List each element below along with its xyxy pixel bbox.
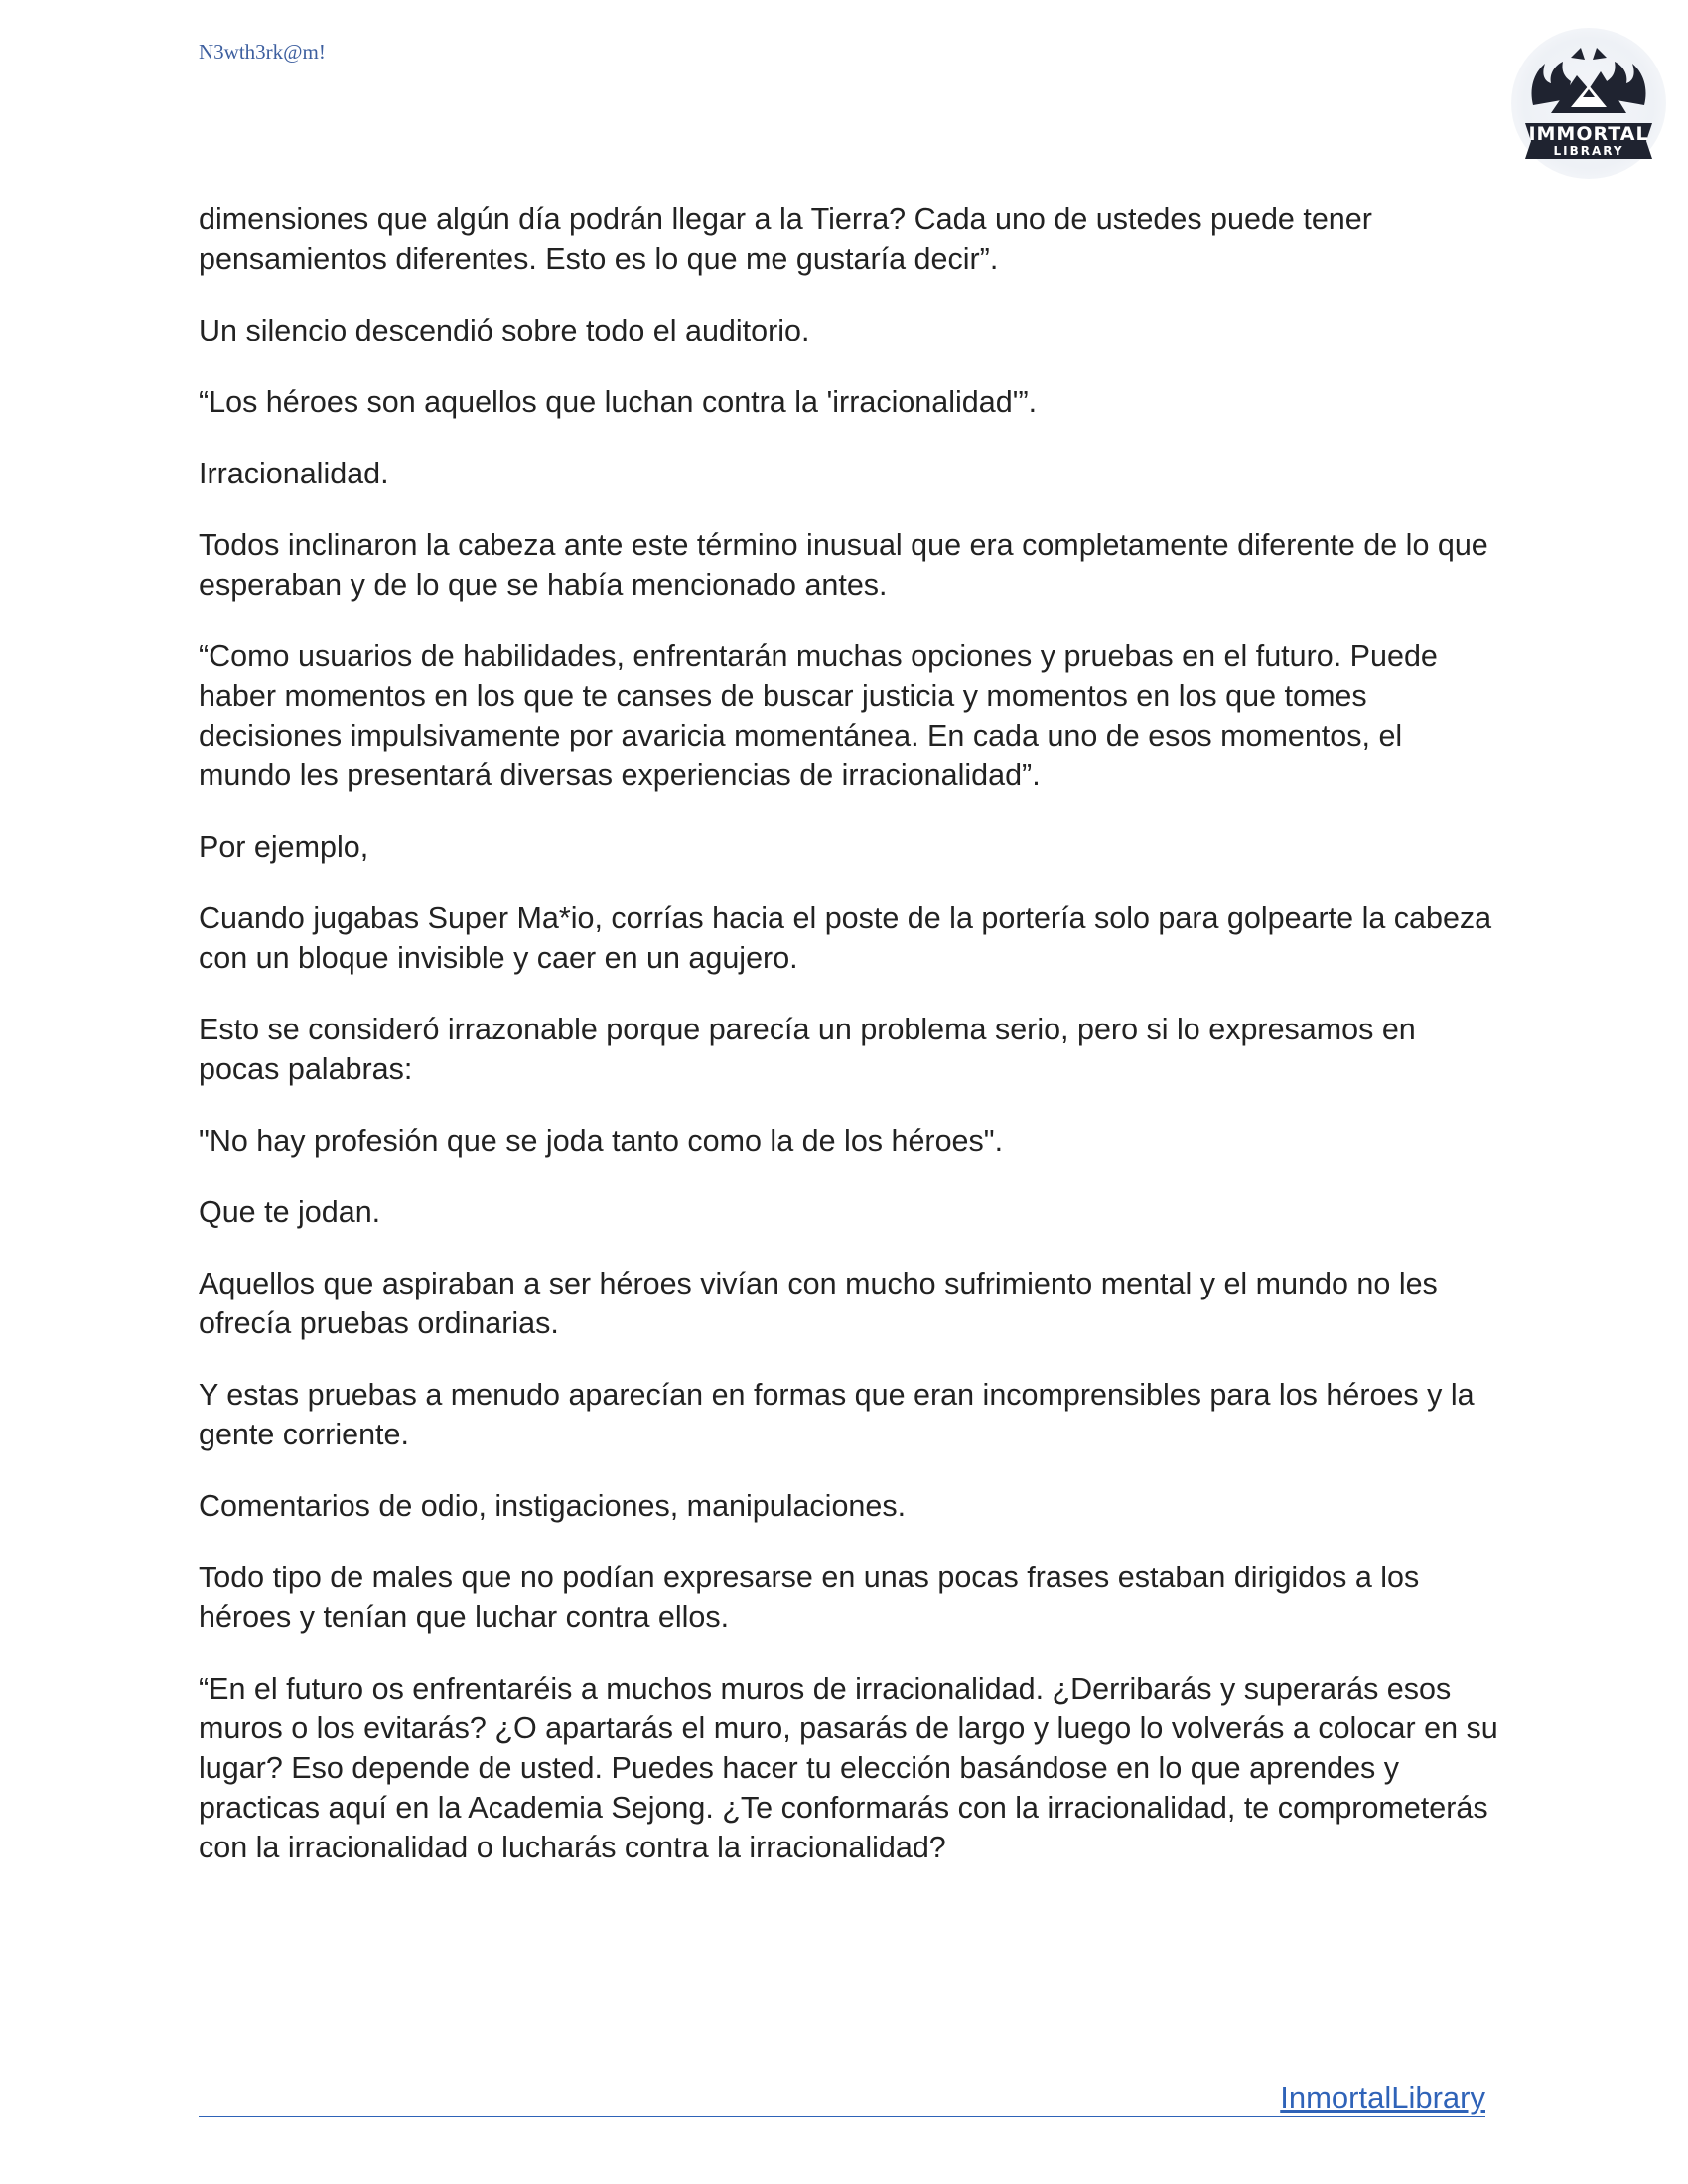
paragraph: Un silencio descendió sobre todo el auditorio.: [199, 314, 810, 347]
header-tag: N3wth3rk@m!: [199, 40, 326, 64]
logo-line1: IMMORTAL: [1528, 123, 1649, 145]
paragraph: "No hay profesión que se joda tanto como la de los héroes".: [199, 1124, 1004, 1158]
paragraph: Por ejemplo,: [199, 830, 369, 864]
paragraph: Comentarios de odio, instigaciones, manipulaciones.: [199, 1489, 907, 1523]
paragraph: “Como usuarios de habilidades, enfrentarán muchas opciones y pruebas en el futuro. Puede haber momentos en los que te canses de buscar justicia y momentos en los que tomes decisiones impulsivamente por avaricia momentánea. En cada uno de esos momentos, el mundo les presentará diversas experiencias de irracionalidad”.: [199, 639, 1438, 792]
paragraph: Aquellos que aspiraban a ser héroes vivían con mucho sufrimiento mental y el mundo no les ofrecía pruebas ordinarias.: [199, 1267, 1438, 1340]
logo-line2: LIBRARY: [1553, 144, 1624, 158]
paragraph: Y estas pruebas a menudo aparecían en formas que eran incomprensibles para los héroes y la gente corriente.: [199, 1378, 1475, 1451]
paragraph: Cuando jugabas Super Ma*io, corrías hacia el poste de la portería solo para golpearte la cabeza con un bloque invisible y caer en un agujero.: [199, 901, 1492, 975]
footer-link[interactable]: InmortalLibrary: [1280, 2080, 1485, 2115]
paragraph: dimensiones que algún día podrán llegar a la Tierra? Cada uno de ustedes puede tener pensamientos diferentes. Esto es lo que me gustaría decir”.: [199, 203, 1372, 276]
page-content: [199, 200, 1499, 1899]
paragraph: Que te jodan.: [199, 1195, 381, 1229]
paragraph: Esto se consideró irrazonable porque parecía un problema serio, pero si lo expresamos en pocas palabras:: [199, 1013, 1416, 1086]
paragraph: “Los héroes son aquellos que luchan contra la 'irracionalidad'”.: [199, 385, 1038, 419]
footer-divider: [199, 2116, 1485, 2117]
paragraph: Todo tipo de males que no podían expresarse en unas pocas frases estaban dirigidos a los héroes y tenían que luchar contra ellos.: [199, 1561, 1420, 1634]
paragraph: “En el futuro os enfrentaréis a muchos muros de irracionalidad. ¿Derribarás y superarás esos muros o los evitarás? ¿O apartarás el muro, pasarás de largo y luego lo volverás a colocar en su lugar? Eso depende de usted. Puedes hacer tu elección basándose en lo que aprendes y practicas aquí en la Academia Sejong. ¿Te conformarás con la irracionalidad, te comprometerás con la irracionalidad o lucharás contra la irracionalidad?: [199, 1672, 1498, 1864]
paragraph: Todos inclinaron la cabeza ante este término inusual que era completamente diferente de lo que esperaban y de lo que se había mencionado antes.: [199, 528, 1488, 602]
immortal-library-logo: [1511, 28, 1666, 179]
paragraph: Irracionalidad.: [199, 457, 389, 490]
logo-emblem-icon: [1511, 28, 1666, 179]
